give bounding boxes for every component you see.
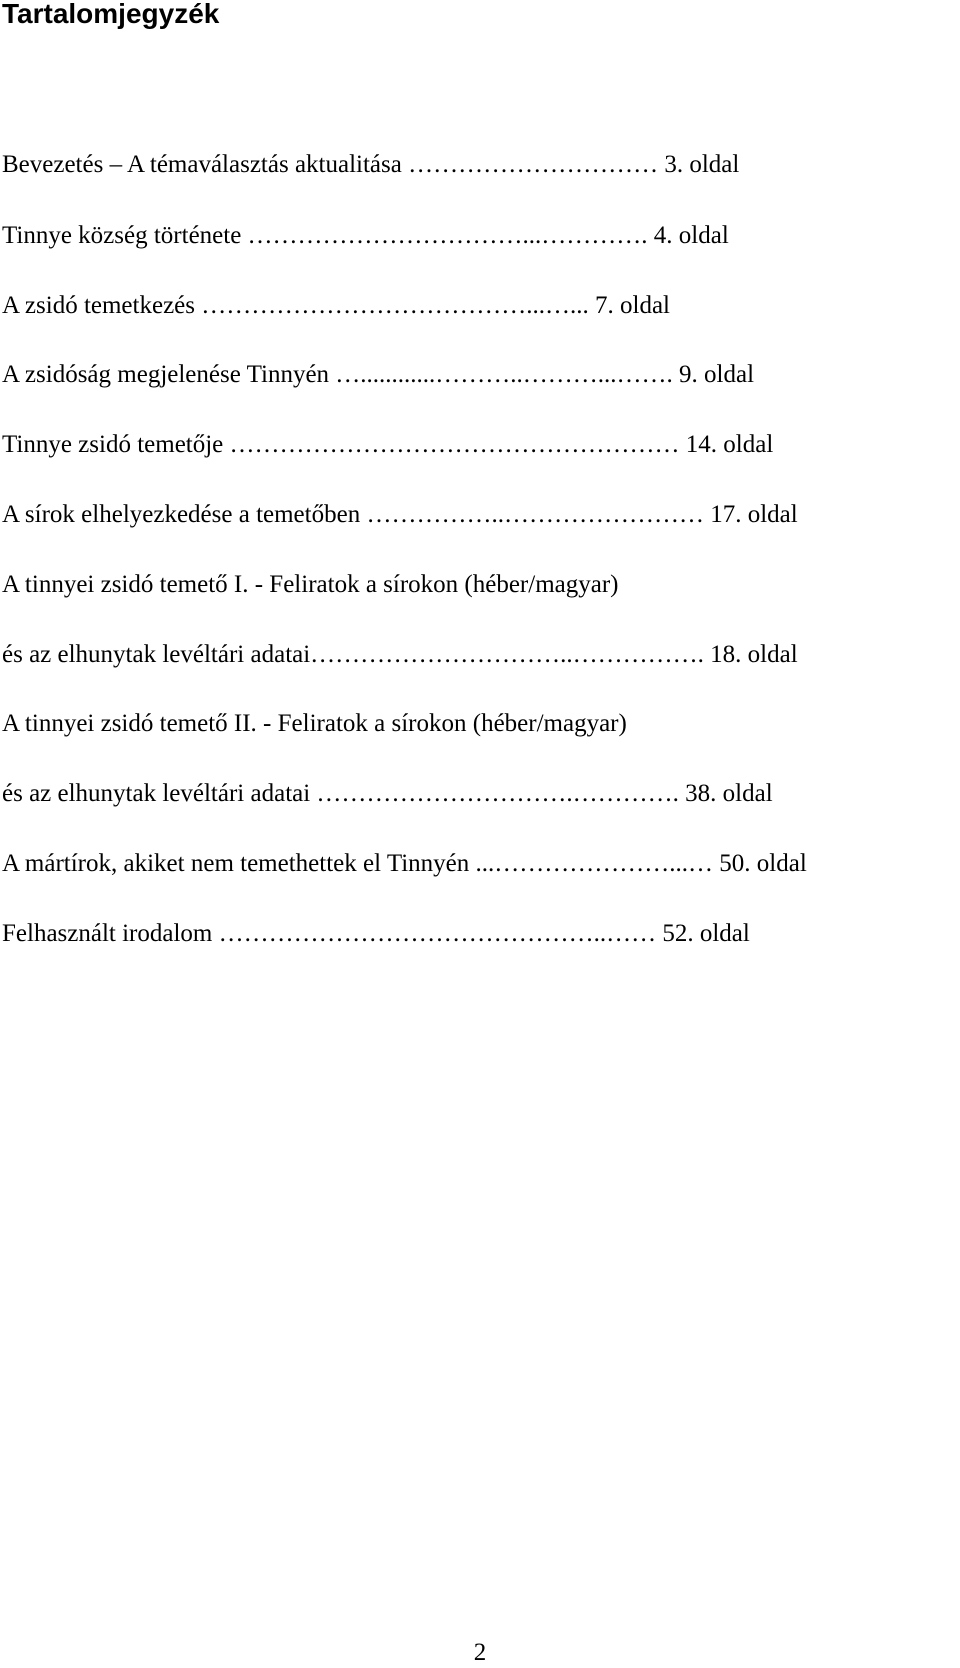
toc-entry-martirok: A mártírok, akiket nem temethettek el Tinnyén ...…………………...… 50. oldal	[2, 850, 807, 877]
toc-entry-zsido-temetkezes: A zsidó temetkezés …………………………………...…... 7. oldal	[2, 292, 670, 319]
toc-entry-tinnye-kozseg-tortenete: Tinnye község története ……………………………...…………. 4. oldal	[2, 222, 729, 249]
toc-entry-felhasznalt-irodalom: Felhasznált irodalom ………………………………………..…… 52. oldal	[2, 920, 750, 947]
page-title: Tartalomjegyzék	[2, 0, 220, 29]
toc-entry-temeto-ii-leveltari: és az elhunytak levéltári adatai ………………………….…………. 38. oldal	[2, 780, 773, 807]
toc-entry-sirok-elhelyezkedese: A sírok elhelyezkedése a temetőben ……………..…………………… 17. oldal	[2, 501, 798, 528]
toc-entry-temeto-ii-heading: A tinnyei zsidó temető II. - Feliratok a sírokon (héber/magyar)	[2, 710, 627, 737]
toc-entry-zsidosag-megjelenese: A zsidóság megjelenése Tinnyén …............………..………...……. 9. oldal	[2, 361, 755, 388]
toc-entry-temeto-i-leveltari: és az elhunytak levéltári adatai…………………………..……………. 18. oldal	[2, 641, 798, 668]
toc-entry-bevezetes: Bevezetés – A témaválasztás aktualitása ………………………… 3. oldal	[2, 151, 740, 178]
toc-entry-tinnye-zsido-temetoje: Tinnye zsidó temetője ……………………………………………… 14. oldal	[2, 431, 774, 458]
toc-entry-temeto-i-heading: A tinnyei zsidó temető I. - Feliratok a sírokon (héber/magyar)	[2, 571, 619, 598]
page-number: 2	[473, 1639, 487, 1666]
